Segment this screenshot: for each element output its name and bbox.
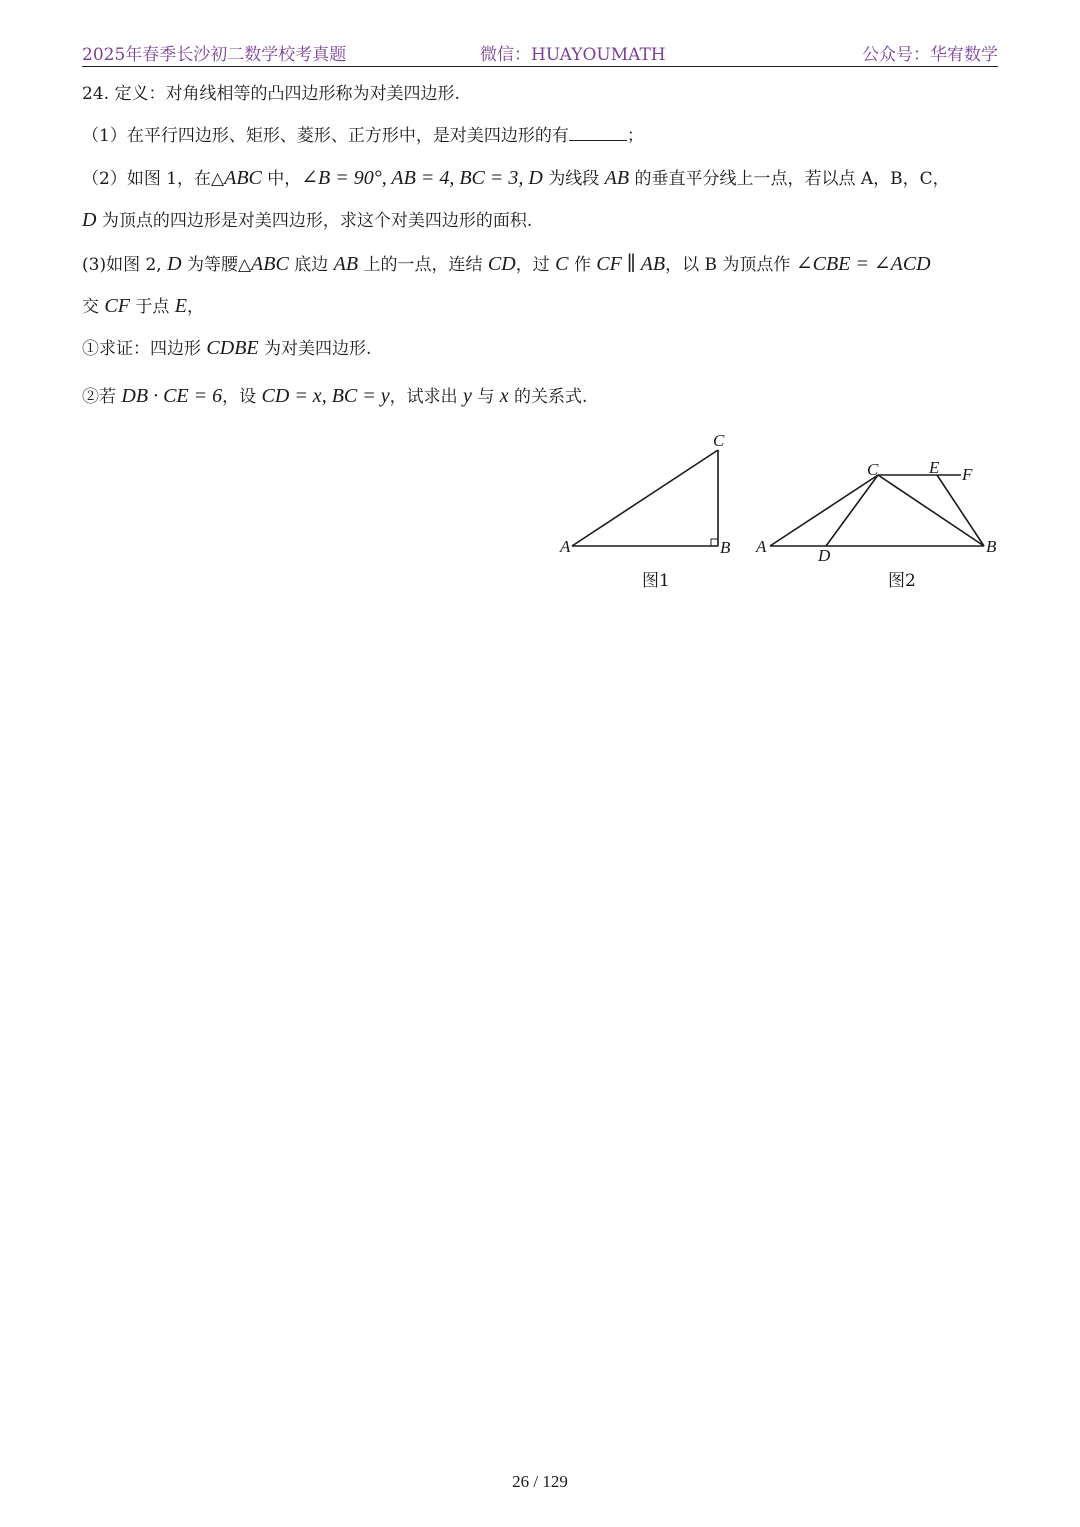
header-wechat: 微信：HUAYOUMATH	[480, 45, 666, 65]
sub2-text-d: 与	[471, 387, 500, 407]
header-public-account: 公众号：华宥数学	[862, 45, 998, 65]
part1-text: （1）在平行四边形、矩形、菱形、正方形中，是对美四边形的有	[82, 126, 569, 146]
fig2-label-d: D	[818, 546, 831, 565]
figures	[556, 428, 1006, 598]
fig2-label-e: E	[929, 458, 940, 477]
math-abc: ABC	[251, 253, 289, 275]
sub2-text-e: 的关系式.	[508, 387, 588, 407]
fig2-label-c: C	[867, 460, 879, 479]
fig1-caption: 图1	[642, 571, 670, 591]
math-cf: CF	[104, 295, 130, 317]
sub2-text-a: ②若	[82, 387, 122, 407]
fig1-label-b: B	[720, 538, 731, 557]
part2-line1	[82, 166, 950, 191]
math-condition: ∠B = 90°, AB = 4, BC = 3, D	[301, 167, 543, 189]
fig1-label-a: A	[560, 537, 571, 556]
math-cf-parallel-ab: CF ∥ AB	[596, 253, 666, 275]
problem-number: 24.	[82, 84, 110, 104]
math-db-ce: DB · CE = 6	[121, 385, 223, 407]
sub1-line	[82, 336, 371, 361]
part3-text-a: (3)如图 2,	[82, 255, 168, 275]
sub1-text-b: 为对美四边形.	[258, 339, 372, 359]
math-e: E	[174, 295, 187, 317]
part3-text-c: 底边	[288, 255, 334, 275]
math-cdbe: CDBE	[206, 337, 259, 359]
part3-line1	[82, 252, 931, 277]
part1-line	[82, 124, 644, 148]
math-abc: ABC	[224, 167, 262, 189]
math-d: D	[82, 209, 97, 231]
part3-text-h: ，以 B 为顶点作	[665, 255, 796, 275]
problem-definition-line	[82, 82, 460, 106]
definition-text: 定义：对角线相等的凸四边形称为对美四边形.	[114, 84, 460, 104]
page-header	[82, 38, 998, 67]
page-number: 26 / 129	[512, 1472, 568, 1491]
part2-text: （2）如图 1，在△	[82, 169, 225, 189]
fig2-caption: 图2	[888, 571, 916, 591]
segment-cd	[826, 475, 878, 546]
part3-line2-b: 于点	[129, 297, 175, 317]
sub2-text-c: ，试求出	[389, 387, 464, 407]
part2-text-d: 的垂直平分线上一点，若以点 A，B，C，	[629, 169, 950, 189]
math-ab: AB	[333, 253, 359, 275]
fig2-label-f: F	[962, 465, 973, 484]
figures-svg	[556, 428, 1006, 598]
part3-line2-c: ，	[187, 297, 204, 317]
segment-ac	[572, 450, 718, 546]
math-y: y	[463, 385, 472, 407]
math-c: C	[555, 253, 569, 275]
segment-bc	[878, 475, 984, 546]
part3-text-f: ，过	[515, 255, 556, 275]
segment-ac	[770, 475, 878, 546]
part1-suffix: ；	[626, 126, 644, 146]
math-d: D	[167, 253, 182, 275]
part2-text-c: 为线段	[542, 169, 605, 189]
part3-text-g: 作	[568, 255, 597, 275]
math-x: x	[499, 385, 509, 407]
answer-blank[interactable]	[569, 124, 627, 141]
sub2-line	[82, 384, 587, 409]
part3-line2	[82, 294, 204, 319]
part3-text-e: 上的一点，连结	[358, 255, 488, 275]
math-ab: AB	[604, 167, 630, 189]
part2-line2-text: 为顶点的四边形是对美四边形，求这个对美四边形的面积.	[96, 211, 533, 231]
fig1-label-c: C	[713, 431, 725, 450]
math-angle: ∠CBE = ∠ACD	[795, 253, 931, 275]
part2-text-b: 中，	[261, 169, 302, 189]
sub1-text-a: ①求证：四边形	[82, 339, 207, 359]
header-title: 2025年春季长沙初二数学校考真题	[82, 45, 347, 65]
figure-1	[572, 450, 718, 546]
math-cd: CD	[487, 253, 516, 275]
segment-be	[937, 475, 984, 546]
right-angle-mark	[711, 539, 718, 546]
fig2-label-b: B	[986, 537, 997, 556]
figure-2	[770, 475, 984, 546]
part3-line2-a: 交	[82, 297, 105, 317]
part2-line2	[82, 208, 532, 233]
math-vars: CD = x, BC = y	[261, 385, 390, 407]
fig2-label-a: A	[756, 537, 767, 556]
sub2-text-b: ，设	[222, 387, 262, 407]
part3-text-b: 为等腰△	[181, 255, 252, 275]
